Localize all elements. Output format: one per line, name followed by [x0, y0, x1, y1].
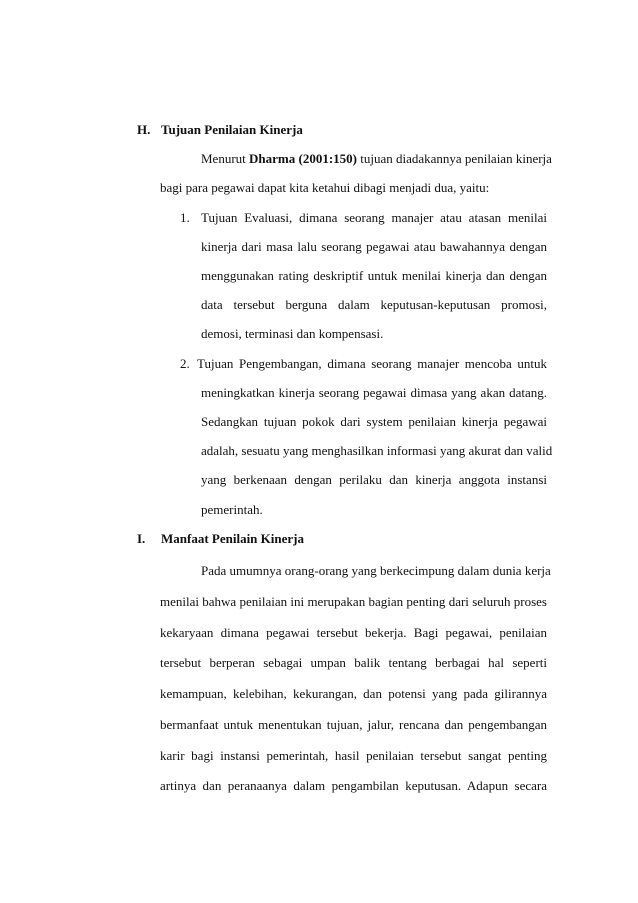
section-i-line-8: artinya dan peranaanya dalam pengambilan keputusan. Adapun secara	[160, 778, 547, 793]
section-i-line-5: kemampuan, kelebihan, kekurangan, dan potensi yang pada gilirannya	[160, 686, 547, 701]
list-item-2-line-5: yang berkenaan dengan perilaku dan kinerja anggota instansi	[201, 472, 547, 487]
list-item-2-line-3: Sedangkan tujuan pokok dari system penilaian kinerja pegawai	[201, 414, 547, 429]
list-item-number-1: 1.	[180, 210, 190, 225]
list-item-2-line-4: adalah, sesuatu yang menghasilkan informasi yang akurat dan valid	[201, 443, 553, 458]
list-item-2-line-1: Tujuan Pengembangan, dimana seorang manajer mencoba untuk	[197, 356, 547, 371]
list-item-1-line-3: menggunakan rating deskriptif untuk menilai kinerja dan dengan	[201, 268, 547, 283]
list-item-1-line-2: kinerja dari masa lalu seorang pegawai atau bawahannya dengan	[201, 239, 547, 254]
intro-text-pre: Menurut	[201, 151, 250, 166]
list-item-1-line-4: data tersebut berguna dalam keputusan-keputusan promosi,	[201, 297, 547, 312]
section-i-line-4: tersebut berperan sebagai umpan balik tentang berbagai hal seperti	[160, 655, 547, 670]
list-item-number-2: 2.	[180, 356, 190, 371]
section-h-intro-line-1	[201, 151, 552, 167]
section-h-letter: H.	[137, 122, 151, 137]
section-i-title: Manfaat Penilain Kinerja	[161, 531, 304, 546]
section-h-intro-line-2: bagi para pegawai dapat kita ketahui dibagi menjadi dua, yaitu:	[160, 180, 490, 195]
list-item-1-line-1: Tujuan Evaluasi, dimana seorang manajer atau atasan menilai	[201, 210, 547, 225]
intro-citation: Dharma (2001:150)	[249, 151, 357, 166]
section-i-line-2: menilai bahwa penilaian ini merupakan bagian penting dari seluruh proses	[160, 594, 547, 609]
list-item-2-line-2: meningkatkan kinerja seorang pegawai dimasa yang akan datang.	[201, 385, 547, 400]
section-i-heading	[137, 531, 304, 547]
list-item-2-line-6: pemerintah.	[201, 502, 263, 517]
section-i-line-3: kekaryaan dimana pegawai tersebut bekerja. Bagi pegawai, penilaian	[160, 625, 547, 640]
section-h-heading	[137, 122, 303, 138]
list-item-1-line-5: demosi, terminasi dan kompensasi.	[201, 326, 384, 341]
intro-text-post: tujuan diadakannya penilaian kinerja	[357, 151, 552, 166]
section-i-line-6: bermanfaat untuk menentukan tujuan, jalur, rencana dan pengembangan	[160, 717, 547, 732]
section-i-line-1: Pada umumnya orang-orang yang berkecimpung dalam dunia kerja	[201, 563, 551, 578]
section-i-letter: I.	[137, 531, 146, 546]
section-h-title: Tujuan Penilaian Kinerja	[161, 122, 303, 137]
section-i-line-7: karir bagi instansi pemerintah, hasil penilaian tersebut sangat penting	[160, 748, 547, 763]
